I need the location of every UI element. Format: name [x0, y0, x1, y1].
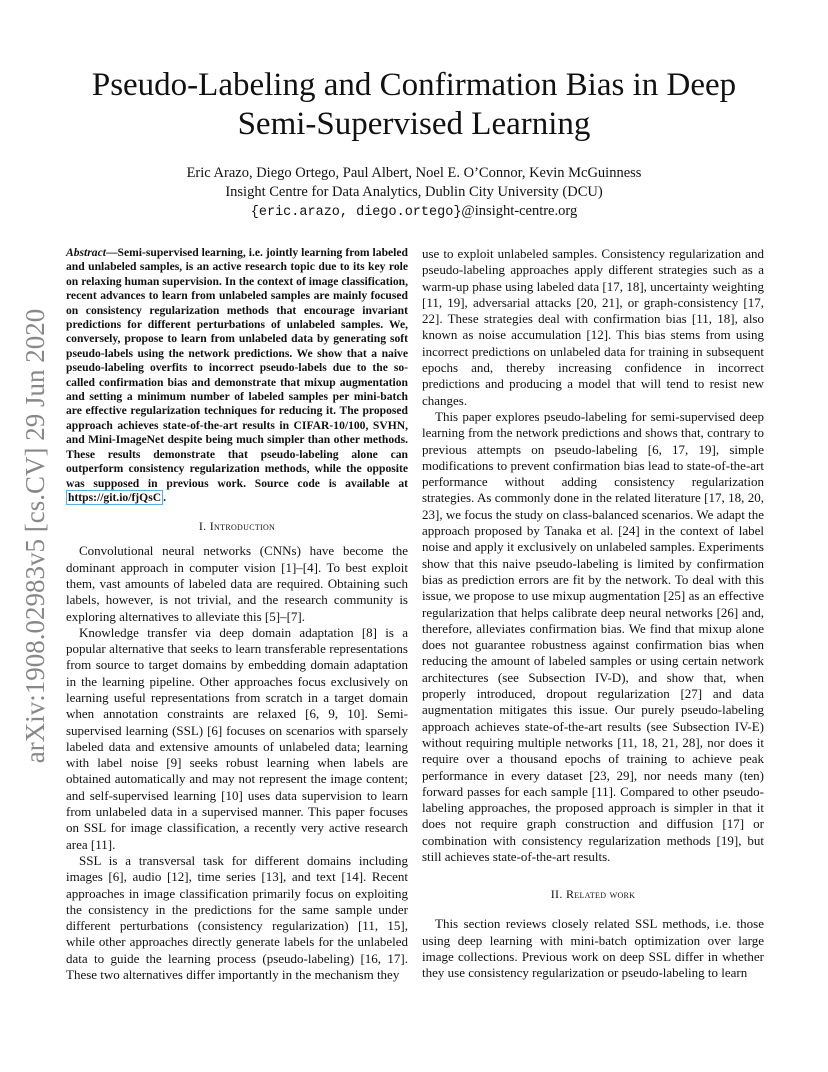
left-column [66, 246, 408, 983]
section-heading-introduction [66, 519, 408, 534]
paragraph: use to exploit unlabeled samples. Consistency regularization and pseudo-labeling approaches apply different strategies such as a warm-up phase using labeled data [17, 18], uncertainty weighting [11, 19], adversarial attacks [20, 21], or graph-consistency [17, 22]. These strategies deal with confirmation bias [11, 18], also known as noise accumulation [12]. This bias stems from using incorrect predictions on unlabeled data for training in subsequent epochs and, thereby increasing confidence in incorrect predictions and producing a model that will tend to resist new changes. [422, 246, 764, 408]
section-heading-related-work [422, 887, 764, 902]
authors: Eric Arazo, Diego Ortego, Paul Albert, Noel E. O’Connor, Kevin McGuinness [186, 165, 642, 181]
paragraph: Convolutional neural networks (CNNs) have become the dominant approach in computer vision [1]–[4]. To best exploit them, vast amounts of labeled data are required. Obtaining such labels, however, is not trivial, and the research community is exploring alternatives to alleviate this [5]–[7]. [66, 543, 408, 624]
abstract [66, 246, 408, 505]
section-title: Introduction [209, 519, 276, 534]
paper-title: Pseudo-Labeling and Confirmation Bias in Deep Semi-Supervised Learning [91, 67, 737, 142]
paragraph: Knowledge transfer via deep domain adaptation [8] is a popular alternative that seeks to learn transferable representations from source to target domains by embedding domain adaptation in the learning pipeline. Other approaches focus exclusively on learning useful representations from scratch in a target domain when annotation constraints are relaxed [6, 9, 10]. Semi-supervised learning (SSL) [6] focuses on scenarios with sparsely labeled data and extensive amounts of unlabeled data; learning with label noise [9] seeks robust learning when labels are obtained automatically and may not represent the image content; and self-supervised learning [10] uses data supervision to learn from unlabeled data in a supervised manner. This paper focuses on SSL for image classification, a recently very active research area [11]. [66, 624, 408, 852]
paragraph: SSL is a transversal task for different domains including images [6], audio [12], time series [13], and text [14]. Recent approaches in image classification primarily focus on exploiting the consistency in the predictions for the same sample under different perturbations (consistency regularization) [11, 15], while other approaches directly generate labels for the unlabeled data to guide the learning process (pseudo-labeling) [16, 17]. These two alternatives differ importantly in the mechanism they [66, 852, 408, 983]
section-number: II. [550, 887, 563, 902]
right-column [422, 246, 764, 981]
section-number: I. [198, 519, 207, 534]
abstract-text: —Semi-supervised learning, i.e. jointly learning from labeled and unlabeled samples, is an active research topic due to its key role on relaxing human supervision. In the context of image classification, recent advances to learn from unlabeled samples are mainly focused on consistency regularization methods that encourage invariant predictions for different perturbations of unlabeled samples. We, conversely, propose to learn from unlabeled data by generating soft pseudo-labels using the network predictions. We show that a naive pseudo-labeling overfits to incorrect pseudo-labels due to the so-called confirmation bias and demonstrate that mixup augmentation and setting a minimum number of labeled samples per mini-batch are effective regularization techniques for reducing it. The proposed approach achieves state-of-the-art results in CIFAR-10/100, SVHN, and Mini-ImageNet despite being much simpler than other methods. These results demonstrate that pseudo-labeling alone can outperform consistency regularization methods, while the opposite was supposed in previous work. Source code is available at [66, 246, 408, 490]
email-users: {eric.arazo, diego.ortego} [250, 205, 462, 220]
author-block [60, 164, 768, 222]
section-title: Related work [565, 887, 636, 902]
affiliation: Insight Centre for Data Analytics, Dublin City University (DCU) [225, 184, 603, 200]
abstract-label: Abstract [66, 246, 106, 259]
paragraph: This paper explores pseudo-labeling for semi-supervised deep learning from the network predictions and shows that, contrary to previous attempts on pseudo-labeling [6, 17, 19], simple modifications to prevent confirmation bias lead to state-of-the-art performance without adding consistency regularization strategies. As commonly done in the related literature [17, 18, 20, 23], we focus the study on class-balanced scenarios. We adapt the approach proposed by Tanaka et al. [24] in the context of label noise and apply it exclusively on unlabeled samples. Experiments show that this naive pseudo-labeling is limited by confirmation bias as prediction errors are fit by the network. To deal with this issue, we propose to use mixup augmentation [25] as an effective regularization that helps calibrate deep neural networks [26] and, therefore, alleviates confirmation bias. We find that mixup alone does not guarantee robustness against confirmation bias when reducing the amount of labeled samples or using certain network architectures (see Subsection IV-D), and show that, when properly introduced, dropout regularization [27] and data augmentation mitigates this issue. Our purely pseudo-labeling approach achieves state-of-the-art results (see Subsection IV-E) without requiring multiple networks [11, 18, 21, 28], nor does it require over a thousand epochs of training to achieve peak performance in every dataset [23, 29], nor needs many (ten) forward passes for each sample [11]. Compared to other pseudo-labeling approaches, the proposed approach is simpler in that it does not require graph construction and diffusion [17] or combination with consistency regularization methods [19], but still achieves state-of-the-art results. [422, 408, 764, 864]
abstract-end: . [163, 490, 166, 504]
email [60, 202, 768, 222]
paragraph: This section reviews closely related SSL methods, i.e. those using deep learning with mini-batch optimization over large image collections. Previous work on deep SSL differ in whether they use consistency regularization or pseudo-labeling to learn [422, 916, 764, 981]
arxiv-stamp: arXiv:1908.02983v5 [cs.CV] 29 Jun 2020 [20, 308, 50, 764]
email-domain: @insight-centre.org [461, 203, 578, 219]
code-link[interactable]: https://git.io/fjQsC [68, 490, 162, 504]
